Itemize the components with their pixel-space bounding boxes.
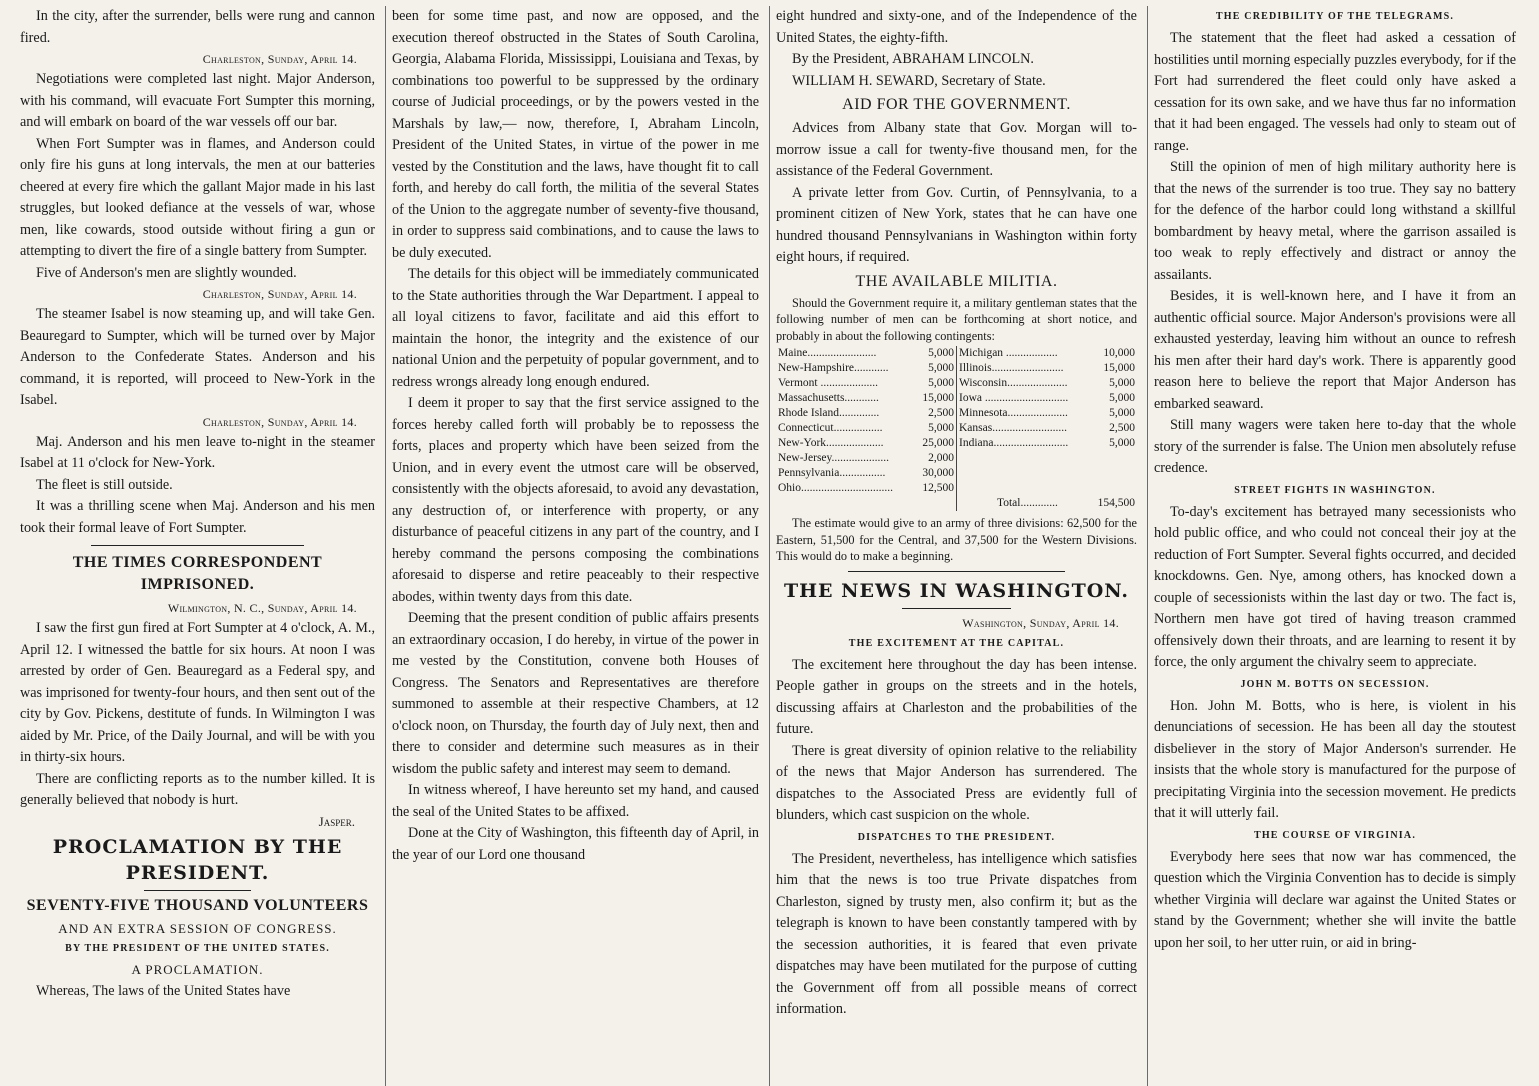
paragraph: Besides, it is well-known here, and I have it from an authentic official source. Major Anderson's provisions were all exhausted yesterday, leaving him without an ounce to refresh his men after their hard day's work. There is apparently good reason here to believe the report that Major Anderson has embarked seaward. — [1154, 288, 1516, 412]
table-cell: 30,000 — [922, 467, 954, 479]
paragraph: The excitement here throughout the day has been intense. People gather in groups on the streets and in the hotels, discussing affairs at Charleston and the probabilities of the future. — [776, 656, 1137, 737]
paragraph: To-day's excitement has betrayed many secessionists who hold public office, and who could not conceal their joy at the reduction of Fort Sumpter. Several fights occurred, and decided knockdowns. Gen. Nye, among others, has knocked down a couple of secessionists within the last day or two. The fact is, Northern men have got tired of having treason crammed offensively down their throats, and are learning to resent it by force, the only argument the chivalry seem to appreciate. — [1154, 503, 1516, 670]
table-cell: 15,000 — [922, 392, 954, 404]
divider — [144, 890, 251, 891]
table-cell: Michigan .................. — [956, 346, 1088, 361]
table-cell — [956, 481, 1088, 496]
table-cell: 5,000 — [1109, 437, 1135, 449]
table-cell — [914, 496, 956, 511]
divider — [91, 545, 304, 546]
table-row — [776, 346, 1137, 361]
subhead-congress: AND AN EXTRA SESSION OF CONGRESS. — [58, 920, 337, 936]
table-cell: Rhode Island.............. — [778, 407, 880, 419]
table-cell: Pennsylvania................ — [778, 467, 886, 479]
paragraph: In witness whereof, I have hereunto set my hand, and caused the seal of the United States to be affixed. — [392, 782, 759, 820]
paragraph: WILLIAM H. SEWARD, Secretary of State. — [792, 72, 1046, 89]
table-cell — [1089, 466, 1137, 481]
table-cell: 15,000 — [1103, 362, 1135, 374]
table-cell: Illinois......................... — [956, 361, 1088, 376]
table-cell: Minnesota..................... — [956, 406, 1088, 421]
table-cell: 5,000 — [928, 422, 954, 434]
table-cell: Wisconsin..................... — [956, 376, 1088, 391]
paragraph: I deem it proper to say that the first service assigned to the forces hereby called forth will probably be to repossess the forts, places and property which have been seized from the Union, and in every event the utmost care will be observed, consistently with the objects aforesaid, to avoid any devastation, any destruction of, or interference with property, or any disturbance of peaceful citizens in any part of the country, and I hereby command the persons composing the combinations aforesaid to disperse and retire peaceably to their respective abodes, within twenty days from this date. — [392, 395, 759, 605]
table-cell: Maine........................ — [778, 347, 877, 359]
subhead-volunteers: SEVENTY-FIVE THOUSAND VOLUNTEERS — [26, 896, 369, 914]
divider — [848, 571, 1065, 572]
table-row — [776, 451, 1137, 466]
table-cell: Connecticut................. — [778, 422, 883, 434]
headline-militia: THE AVAILABLE MILITIA. — [855, 272, 1058, 290]
table-cell: 5,000 — [1109, 377, 1135, 389]
subhead-by-president: BY THE PRESIDENT OF THE UNITED STATES. — [65, 942, 330, 954]
column-2 — [386, 6, 770, 1086]
table-cell: Kansas.......................... — [956, 421, 1088, 436]
headline-proclamation: PROCLAMATION BY THE PRESIDENT. — [52, 835, 343, 884]
paragraph: eight hundred and sixty-one, and of the Independence of the United States, the eighty-fifth. — [776, 8, 1137, 46]
table-cell: 5,000 — [1109, 392, 1135, 404]
paragraph: It was a thrilling scene when Maj. Anderson and his men took their formal leave of Fort Sumpter. — [20, 498, 375, 536]
column-1 — [14, 6, 386, 1086]
paragraph: Done at the City of Washington, this fifteenth day of April, in the year of our Lord one thousand — [392, 825, 759, 863]
table-row — [776, 406, 1137, 421]
paragraph: Still many wagers were taken here to-day that the whole story of the surrender is false. The Union men absolutely refuse credence. — [1154, 417, 1516, 476]
subhead-excitement: THE EXCITEMENT AT THE CAPITAL. — [848, 637, 1065, 649]
paragraph: Maj. Anderson and his men leave to-night in the steamer Isabel at 11 o'clock for New-York. — [20, 433, 375, 471]
table-cell: Ohio................................ — [778, 482, 893, 494]
column-4 — [1148, 6, 1526, 1086]
paragraph: Everybody here sees that now war has commenced, the question which the Virginia Convention has to decide is simply whether Virginia will declare war against the United States or stand by the Government; whether she will invite the battle upon her soil, to her utter ruin, or aid in bring- — [1154, 848, 1516, 951]
headline-news-washington: THE NEWS IN WASHINGTON. — [783, 579, 1130, 602]
paragraph: The statement that the fleet had asked a cessation of hostilities until morning especially puzzles everybody, for if the Fort had surrendered the fleet could only have asked a cessation for its own sake, and we have thus far no information that it had been engaged. The vessels had only to steam out of range. — [1154, 30, 1516, 154]
paragraph: Deeming that the present condition of public affairs presents an extraordinary occasion, I do hereby, in virtue of the power in me vested by the Constitution, convene both Houses of Congress. The Senators and Representatives are therefore summoned to assemble at their respective Chambers, at 12 o'clock noon, on Thursday, the fourth day of July next, then and there to consider and determine such measures as in their wisdom the public safety and interest may seem to demand. — [392, 610, 759, 777]
signature: Jasper. — [318, 813, 355, 829]
paragraph: By the President, ABRAHAM LINCOLN. — [792, 51, 1034, 67]
paragraph: The President, nevertheless, has intelligence which satisfies him that the news is too true Private dispatches from Charleston, signed by trusty men, also confirm it; but as the telegraph is known to have been constantly tampered with by the secession authorities, it is feared that even private dispatches may have been mutilated for the purpose of cutting the Government off from all possible means of correct information. — [776, 850, 1137, 1017]
paragraph: Whereas, The laws of the United States have — [36, 982, 291, 999]
paragraph: Five of Anderson's men are slightly wounded. — [36, 264, 297, 281]
table-cell: New-Hampshire............ — [778, 362, 889, 374]
headline-correspondent: THE TIMES CORRESPONDENT IMPRISONED. — [72, 554, 323, 593]
table-cell: 12,500 — [922, 482, 954, 494]
paragraph: When Fort Sumpter was in flames, and Anderson could only fire his guns at long intervals, the men at our batteries cheered at every fire which the gallant Major made in his last struggles, but looked defiance at the vessels of war, whose men, like cowards, stood outside without firing a gun or attempting to divert the fire of a single battery from Sumpter. — [20, 135, 375, 259]
paragraph: The fleet is still outside. — [36, 476, 173, 493]
table-cell: New-Jersey.................... — [778, 452, 890, 464]
paragraph: Still the opinion of men of high military authority here is that the news of the surrender is too true. They say no battery for the defence of the harbor could long withstand a skillful bombardment by heavy metal, where the garrison assailed is too weak to reply effectively and distract or annoy the assailants. — [1154, 159, 1516, 283]
subhead-virginia: THE COURSE OF VIRGINIA. — [1253, 829, 1417, 841]
headline-aid: AID FOR THE GOVERNMENT. — [842, 96, 1071, 113]
paragraph: In the city, after the surrender, bells were rung and cannon fired. — [20, 8, 375, 46]
dateline: Washington, Sunday, April 14. — [962, 615, 1119, 630]
paragraph: The details for this object will be immediately communicated to the State authorities through the War Department. I appeal to all loyal citizens to favor, facilitate and aid this effort to maintain the honor, the integrity and the existence of our national Union and the perpetuity of popular government, and to redress wrongs already long enough endured. — [392, 266, 759, 390]
total-value: 154,500 — [1097, 497, 1135, 509]
paragraph: The steamer Isabel is now steaming up, and will take Gen. Beauregard to Sumpter, which will be turned over by Major Anderson to the Confederate States. Anderson and his command, it is reported, will proceed to New-York in the Isabel. — [20, 306, 375, 408]
column-3 — [770, 6, 1148, 1086]
total-label: Total............. — [956, 496, 1088, 511]
table-cell: 2,500 — [928, 407, 954, 419]
table-cell: 5,000 — [1109, 407, 1135, 419]
table-cell: New-York.................... — [778, 437, 884, 449]
table-cell — [1089, 481, 1137, 496]
divider — [902, 608, 1010, 609]
table-cell — [956, 466, 1088, 481]
dateline: Wilmington, N. C., Sunday, April 14. — [167, 601, 357, 615]
subhead-credibility: THE CREDIBILITY OF THE TELEGRAMS. — [1215, 11, 1455, 22]
table-cell: 5,000 — [928, 377, 954, 389]
paragraph: A private letter from Gov. Curtin, of Pennsylvania, to a prominent citizen of New York, states that he can have one hundred thousand Pennsylvanians in Washington within forty eight hours, if required. — [776, 184, 1137, 265]
paragraph: Negotiations were completed last night. Major Anderson, with his command, will evacuate Fort Sumpter this morning, and will embark on board of the war vessels off our bar. — [20, 71, 375, 130]
subhead-dispatches: DISPATCHES TO THE PRESIDENT. — [857, 831, 1056, 843]
table-cell: 10,000 — [1103, 347, 1135, 359]
table-cell: 2,000 — [928, 452, 954, 464]
table-row — [776, 376, 1137, 391]
table-cell: Vermont .................... — [778, 377, 878, 389]
paragraph: Hon. John M. Botts, who is here, is violent in his denunciations of secession. He has been all day the stoutest disbeliever in the story of Major Anderson's surrender. He insists that the whole story is manufactured for the purpose of precipitating Virginia into the secession movement. He predicts that it will utterly fail. — [1154, 697, 1516, 821]
dateline: Charleston, Sunday, April 14. — [202, 287, 357, 301]
table-cell — [776, 496, 914, 511]
dateline: Charleston, Sunday, April 14. — [202, 414, 357, 429]
table-cell: Massachusetts............ — [778, 392, 879, 404]
paragraph: The estimate would give to an army of three divisions: 62,500 for the Eastern, 51,500 for the Central, and 37,500 for the Western Divisions. This would do to make a beginning. — [776, 516, 1137, 563]
militia-intro — [776, 295, 1137, 345]
table-row — [776, 421, 1137, 436]
dateline: Charleston, Sunday, April 14. — [202, 52, 357, 66]
table-row — [776, 436, 1137, 451]
paragraph: Advices from Albany state that Gov. Morgan will to-morrow issue a call for twenty-five thousand men, for the assistance of the Federal Government. — [776, 120, 1137, 179]
table-row — [776, 496, 1137, 511]
paragraph: There is great diversity of opinion relative to the reliability of the news that Major Anderson has surrendered. The dispatches to the Associated Press are evidently full of blunders, which cast suspicion on the whole. — [776, 742, 1137, 823]
paragraph: been for some time past, and now are opposed, and the execution thereof obstructed in the States of South Carolina, Georgia, Alabama Florida, Mississippi, Louisiana and Texas, by combinations too powerful to be suppressed by the ordinary course of Judicial proceedings, or by the powers vested in the Marshals by law,— now, therefore, I, Abraham Lincoln, President of the United States, in virtue of the power in me vested by the Constitution and the laws, have thought fit to call forth, and hereby do call forth, the militia of the several States of the Union to the aggregate number of seventy-five thousand, in order to suppress said combinations, and to cause the laws to be duly executed. — [392, 8, 759, 261]
table-cell: 2,500 — [1109, 422, 1135, 434]
table-cell: 25,000 — [922, 437, 954, 449]
table-cell: Indiana.......................... — [956, 436, 1088, 451]
subhead-botts: JOHN M. BOTTS ON SECESSION. — [1240, 678, 1430, 690]
paragraph: There are conflicting reports as to the number killed. It is generally believed that nobody is hurt. — [20, 770, 375, 808]
paragraph: Should the Government require it, a military gentleman states that the following number of men can be forthcoming at short notice, and probably in about the following contingents: — [776, 295, 1137, 343]
table-cell: 5,000 — [928, 347, 954, 359]
militia-estimate — [776, 515, 1137, 565]
table-row — [776, 466, 1137, 481]
table-cell — [956, 451, 1088, 466]
subhead-a-proclamation: A PROCLAMATION. — [131, 961, 264, 977]
paragraph: I saw the first gun fired at Fort Sumpter at 4 o'clock, A. M., April 12. I witnessed the battle for six hours. At noon I was arrested by order of Gen. Beauregard as a Federal spy, and was imprisoned for twenty-four hours, and then sent out of the city by Gov. Pickens, destitute of funds. In Wilmington I was aided by Mr. Price, of the Daily Journal, and will be with you in thirty-six hours. — [20, 620, 376, 765]
subhead-street-fights: STREET FIGHTS IN WASHINGTON. — [1234, 484, 1436, 496]
table-row — [776, 361, 1137, 376]
table-row — [776, 391, 1137, 406]
table-cell — [1089, 451, 1137, 466]
table-cell: 5,000 — [928, 362, 954, 374]
militia-table — [776, 346, 1137, 511]
table-row — [776, 481, 1137, 496]
table-cell: Iowa ............................. — [956, 391, 1088, 406]
